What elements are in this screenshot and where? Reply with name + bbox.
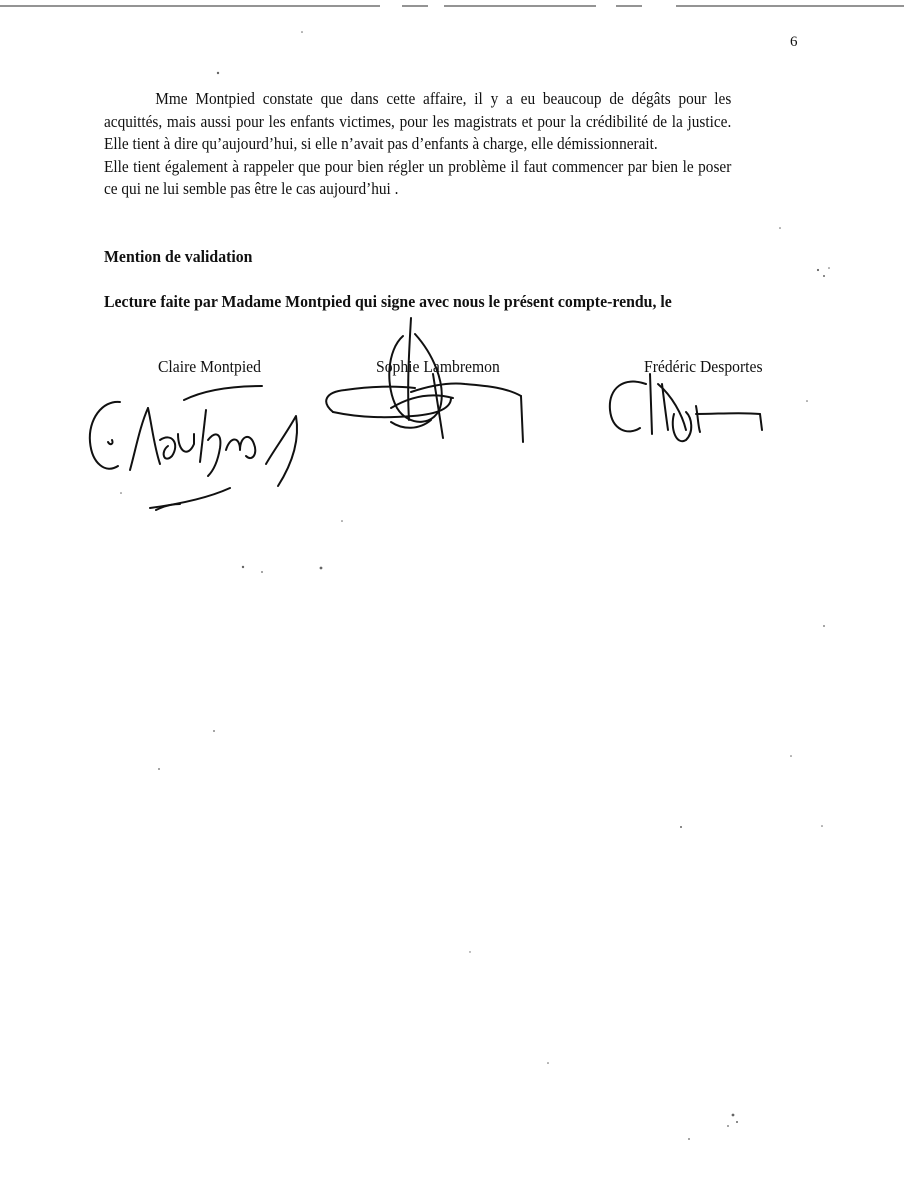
reading-statement: Lecture faite par Madame Montpied qui signe avec nous le présent compte-rendu, le: [104, 292, 672, 311]
document-body: [104, 88, 731, 201]
signature-sophie-lambremon: [315, 312, 535, 444]
validation-heading: Mention de validation: [104, 247, 253, 266]
page-number: 6: [790, 34, 798, 50]
statement-paragraph: Mme Montpied constate que dans cette affaire, il y a eu beaucoup de dégâts pour les acquittés, mais aussi pour les enfants victimes, pour les magistrats et pour la crédibilité de la justice. Elle tient à dire qu’aujourd’hui, si elle n’avait pas d’enfants à charge, elle démissionnerait.: [104, 89, 732, 153]
signatory-name-claire-montpied: Claire Montpied: [158, 357, 261, 376]
signature-frederic-desportes: [600, 370, 770, 450]
scan-edge-lines: [0, 0, 904, 14]
recall-paragraph: Elle tient également à rappeler que pour bien régler un problème il faut commencer par bien le poser ce qui ne lui semble pas être le cas aujourd’hui .: [104, 156, 732, 198]
signatory-name-frederic-desportes: Frédéric Desportes: [644, 357, 763, 376]
signature-claire-montpied: [80, 380, 320, 520]
signatory-name-sophie-lambremon: Sophie Lambremon: [376, 357, 500, 376]
